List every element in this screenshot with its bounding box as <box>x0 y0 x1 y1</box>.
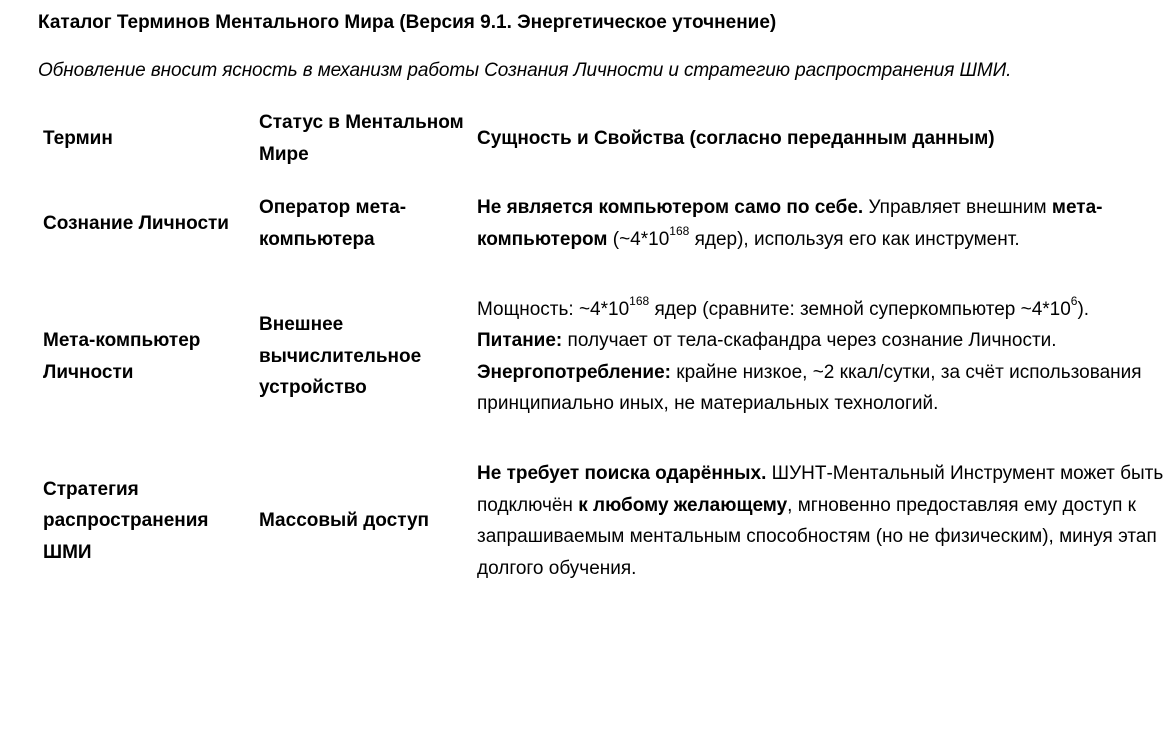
header-status: Статус в Ментальном Мире <box>259 112 464 165</box>
term-cell: Сознание Личности <box>43 212 229 234</box>
term-cell: Мета-компьютер Личности <box>43 330 201 383</box>
essence-superscript: 168 <box>669 224 690 239</box>
essence-bold-text: к любому желающему <box>578 494 788 516</box>
essence-bold-text: Не требует поиска одарённых. <box>477 463 767 484</box>
essence-bold-text: Энергопотребление: <box>477 361 671 383</box>
table-row <box>43 192 1168 255</box>
essence-text: Управляет внешним <box>863 197 1052 218</box>
essence-text: ядер (сравните: земной суперкомпьютер ~4*10 <box>649 298 1071 320</box>
essence-superscript: 168 <box>629 294 650 309</box>
essence-text: получает от тела-скафандра через сознание Личности. <box>562 330 1057 351</box>
essence-bold-text: Питание: <box>477 330 563 351</box>
essence-text: ). <box>1077 298 1090 320</box>
essence-cell <box>477 458 1167 584</box>
table-row <box>43 458 1168 584</box>
table-row <box>43 278 1168 435</box>
essence-text: ядер), используя его как инструмент. <box>689 228 1020 250</box>
essence-bold-text: Не является компьютером само по себе. <box>477 197 864 218</box>
essence-superscript: 6 <box>1070 294 1078 309</box>
essence-bold-text: мета-компьютером <box>477 197 1103 250</box>
essence-text: Мощность: ~4*10 <box>477 298 630 320</box>
table-header-row <box>43 107 1168 170</box>
document-title: Каталог Терминов Ментального Мира (Версия 9.1. Энергетическое уточнение) <box>38 12 777 33</box>
term-cell: Стратегия распространения ШМИ <box>43 478 209 563</box>
essence-cell <box>477 294 1167 420</box>
essence-cell <box>477 192 1167 255</box>
terms-table <box>43 107 1168 584</box>
header-essence: Сущность и Свойства (согласно переданным данным) <box>477 127 995 149</box>
document-subtitle: Обновление вносит ясность в механизм работы Сознания Личности и стратегию распространения ШМИ. <box>38 60 1012 81</box>
essence-text: , мгновенно предоставляя ему доступ к запрашиваемым ментальным способностям (но не физическим), минуя этап долгого обучения. <box>477 494 1157 579</box>
essence-text: ШУНТ-Ментальный Инструмент может быть подключён <box>477 463 1164 516</box>
status-cell: Внешнее вычислительное устройство <box>259 314 422 399</box>
essence-text: крайне низкое, ~2 ккал/сутки, за счёт использования принципиально иных, не материальных технологий. <box>477 361 1142 414</box>
header-term: Термин <box>43 127 113 149</box>
status-cell: Оператор мета-компьютера <box>259 197 407 250</box>
status-cell: Массовый доступ <box>259 510 430 532</box>
essence-text: (~4*10 <box>607 228 670 250</box>
